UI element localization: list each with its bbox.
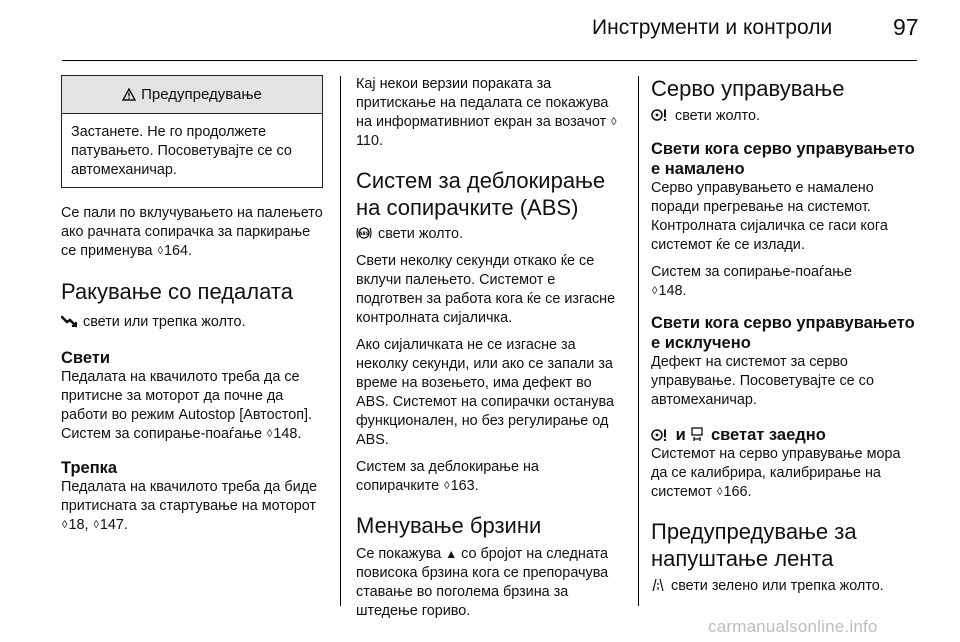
clutch-heading: Ракување со педалата — [61, 279, 293, 304]
steering-warning-icon — [651, 108, 669, 122]
page-reference-icon: ◊ — [652, 285, 658, 297]
lane-departure-indicator-line: свети зелено или трепка жолто. — [651, 577, 919, 596]
gear-shift-paragraph: Се покажува ▲ со бројот на следната повисока брзина кога се препорачува ставање во поголема брзина за штедење гориво. — [356, 546, 609, 619]
abs-paragraph-1: Свети неколку секунди откако ќе се вклучи палењето. Системот е подготвен за работа кога ќе се изгасне контролната сијаличка. — [356, 253, 616, 326]
warning-box — [61, 75, 323, 188]
watermark: carmanualsonline.info — [708, 617, 878, 636]
svg-text:ABS: ABS — [358, 232, 370, 237]
column-3 — [651, 75, 919, 596]
abs-heading: Систем за деблокирање на сопирачките (ABS) — [356, 168, 606, 220]
page-reference-icon: ◊ — [444, 480, 450, 492]
together-paragraph: Системот на серво управување мора да се калибрира, калибрирање на системот ◊166. — [651, 446, 901, 500]
column-divider — [638, 76, 639, 606]
warning-text: Застанете. Не го продолжете патувањето. Посоветувајте се со автомеханичар. — [71, 124, 292, 178]
warning-title: Предупредување — [141, 86, 262, 103]
power-steering-heading: Серво управување — [651, 76, 845, 101]
clutch-indicator-line: свети или трепка жолто. — [61, 313, 324, 332]
reduced-paragraph-2: Систем за сопирање-поаѓање ◊148. — [651, 264, 852, 299]
page-reference-icon: ◊ — [717, 486, 723, 498]
power-steering-indicator-line: свети жолто. — [651, 107, 919, 126]
column-1 — [61, 75, 324, 535]
page-reference-icon: ◊ — [93, 519, 99, 531]
upshift-arrow-icon: ▲ — [445, 547, 458, 561]
flash-paragraph: Педалата на квачилото треба да биде притисната за стартување на моторот ◊18, ◊147. — [61, 479, 318, 533]
reduced-paragraph-1: Серво управувањето е намалено поради прегревање на системот. Контролната сијаличка се гаси кога системот ќе се излади. — [651, 180, 888, 253]
clutch-pedal-icon — [61, 314, 77, 328]
abs-icon — [356, 226, 372, 240]
column-divider — [340, 76, 341, 606]
disabled-heading: Свети кога серво управувањето е исклучено — [651, 314, 915, 352]
page-number: 97 — [893, 14, 919, 40]
column-2 — [356, 75, 624, 621]
lane-departure-icon — [651, 578, 665, 592]
page-header-title: Инструменти и контроли — [592, 16, 833, 39]
gear-shift-heading: Менување брзини — [356, 513, 542, 538]
page-reference-icon: ◊ — [611, 116, 617, 128]
warning-triangle-icon — [122, 88, 136, 101]
parking-brake-paragraph: Се пали по вклучувањето на палењето ако рачната сопирачка за паркирање се применува ◊164. — [61, 205, 323, 259]
abs-indicator-line: ABS свети жолто. — [356, 225, 624, 244]
driver-info-paragraph: Кај некои верзии пораката за притискање на педалата се покажува на информативниот екран за возачот ◊110. — [356, 76, 617, 149]
steering-calibration-icon — [690, 427, 704, 442]
lit-paragraph: Педалата на квачилото треба да се притисне за моторот да почне да работи во режим Autostop [Автостоп]. Систем за сопирање-поаѓање ◊148. — [61, 369, 313, 442]
page-reference-icon: ◊ — [266, 428, 273, 440]
page-reference-icon: ◊ — [157, 245, 163, 257]
disabled-paragraph: Дефект на системот за серво управување. Посоветувајте се со автомеханичар. — [651, 354, 875, 408]
abs-paragraph-3: Систем за деблокирање на сопирачките ◊163. — [356, 459, 539, 494]
flash-heading: Трепка — [61, 459, 118, 477]
lit-heading: Свети — [61, 349, 111, 367]
header-rule — [62, 60, 917, 61]
abs-paragraph-2: Ако сијаличката не се изгасне за неколку секунди, или ако се запали за време на возењето, има дефект во ABS. Системот на сопирачки останува функционален, но без регулирање од ABS. — [356, 337, 614, 448]
lane-departure-heading: Предупредување за напуштање лента — [651, 519, 857, 571]
steering-warning-icon — [651, 428, 669, 442]
together-heading: и светат заедно — [651, 425, 919, 445]
reduced-heading: Свети кога серво управувањето е намалено — [651, 140, 915, 178]
page-reference-icon: ◊ — [62, 519, 68, 531]
warning-header — [62, 76, 322, 114]
